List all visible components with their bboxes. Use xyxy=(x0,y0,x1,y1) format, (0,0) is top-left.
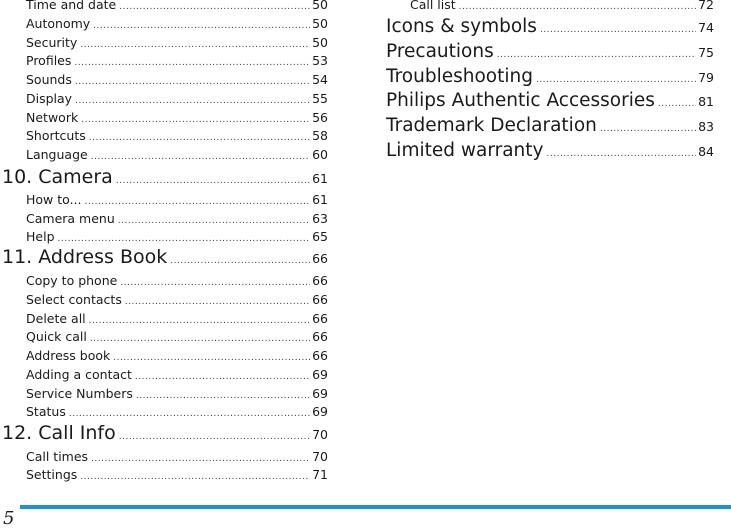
toc-entry[interactable] xyxy=(0,273,328,288)
toc-entry[interactable] xyxy=(0,348,328,363)
leader-dots xyxy=(170,257,310,266)
leader-dots xyxy=(135,373,310,382)
entry-title: Call times xyxy=(26,449,89,464)
leader-dots xyxy=(89,317,310,326)
entry-page: 72 xyxy=(698,0,714,12)
entry-title: Copy to phone xyxy=(26,273,118,288)
chapter-page: 84 xyxy=(698,144,714,159)
leader-dots xyxy=(89,134,310,143)
chapter-page: 66 xyxy=(312,251,328,266)
toc-entry[interactable] xyxy=(0,467,328,482)
toc-chapter[interactable] xyxy=(384,140,714,161)
entry-title: Display xyxy=(26,91,73,106)
entry-title: Camera menu xyxy=(26,211,115,226)
toc-entry[interactable] xyxy=(0,229,328,244)
leader-dots xyxy=(93,22,310,31)
entry-page: 61 xyxy=(312,192,328,207)
toc-entry[interactable] xyxy=(0,367,328,382)
leader-dots xyxy=(116,177,310,186)
leader-dots xyxy=(497,51,696,60)
toc-entry[interactable] xyxy=(0,292,328,307)
entry-title: Address book xyxy=(26,348,111,363)
entry-page: 50 xyxy=(312,16,328,31)
toc-entry[interactable] xyxy=(0,386,328,401)
leader-dots xyxy=(119,433,310,442)
toc-entry[interactable] xyxy=(0,72,328,87)
page-number: 5 xyxy=(3,508,15,529)
entry-title: Profiles xyxy=(26,53,72,68)
entry-page: 53 xyxy=(312,53,328,68)
leader-dots xyxy=(125,298,310,307)
chapter-title: Icons & symbols xyxy=(386,16,537,37)
leader-dots xyxy=(75,97,310,106)
toc-chapter[interactable] xyxy=(0,166,328,188)
leader-dots xyxy=(69,410,310,419)
leader-dots xyxy=(91,153,310,162)
toc-chapter[interactable] xyxy=(384,115,714,136)
entry-page: 66 xyxy=(312,292,328,307)
leader-dots xyxy=(600,125,696,134)
entry-title: Select contacts xyxy=(26,292,122,307)
chapter-title: 11. Address Book xyxy=(2,246,168,268)
toc-entry[interactable] xyxy=(0,449,328,464)
leader-dots xyxy=(113,354,310,363)
leader-dots xyxy=(118,217,310,226)
entry-title: Settings xyxy=(26,467,78,482)
toc-entry[interactable] xyxy=(0,147,328,162)
entry-title: Adding a contact xyxy=(26,367,132,382)
entry-page: 50 xyxy=(312,35,328,50)
leader-dots xyxy=(91,455,310,464)
entry-page: 65 xyxy=(312,229,328,244)
chapter-title: Limited warranty xyxy=(386,140,544,161)
entry-page: 69 xyxy=(312,367,328,382)
toc-entry[interactable] xyxy=(0,91,328,106)
leader-dots xyxy=(119,3,310,12)
chapter-page: 70 xyxy=(312,427,328,442)
chapter-page: 74 xyxy=(698,20,714,35)
entry-title: Autonomy xyxy=(26,16,91,31)
leader-dots xyxy=(80,41,310,50)
leader-dots xyxy=(58,235,311,244)
leader-dots xyxy=(90,335,310,344)
toc-entry[interactable] xyxy=(0,16,328,31)
chapter-title: Troubleshooting xyxy=(386,66,533,87)
entry-title: Call list xyxy=(410,0,456,12)
chapter-page: 75 xyxy=(698,45,714,60)
leader-dots xyxy=(120,279,310,288)
entry-title: Time and date xyxy=(26,0,117,12)
toc-entry[interactable] xyxy=(0,0,328,12)
entry-page: 66 xyxy=(312,348,328,363)
toc-chapter[interactable] xyxy=(0,246,328,268)
leader-dots xyxy=(536,76,696,85)
entry-title: Language xyxy=(26,147,88,162)
entry-page: 60 xyxy=(312,147,328,162)
entry-title: Shortcuts xyxy=(26,128,86,143)
toc-entry[interactable] xyxy=(0,110,328,125)
entry-page: 69 xyxy=(312,386,328,401)
entry-title: Status xyxy=(26,404,66,419)
chapter-title: 10. Camera xyxy=(2,166,113,188)
chapter-page: 81 xyxy=(698,94,714,109)
toc-chapter[interactable] xyxy=(384,66,714,87)
entry-title: Sounds xyxy=(26,72,72,87)
entry-title: Quick call xyxy=(26,329,87,344)
toc-entry[interactable] xyxy=(0,192,328,207)
toc-chapter[interactable] xyxy=(384,16,714,37)
entry-page: 50 xyxy=(312,0,328,12)
leader-dots xyxy=(80,473,310,482)
toc-entry[interactable] xyxy=(0,329,328,344)
chapter-page: 61 xyxy=(312,171,328,186)
toc-entry[interactable] xyxy=(0,128,328,143)
entry-title: Security xyxy=(26,35,78,50)
chapter-page: 79 xyxy=(698,70,714,85)
entry-title: Service Numbers xyxy=(26,386,133,401)
entry-page: 66 xyxy=(312,273,328,288)
footer-bar xyxy=(20,505,731,509)
entry-page: 71 xyxy=(312,467,328,482)
entry-page: 66 xyxy=(312,329,328,344)
entry-page: 70 xyxy=(312,449,328,464)
leader-dots xyxy=(81,116,310,125)
entry-page: 63 xyxy=(312,211,328,226)
leader-dots xyxy=(75,78,310,87)
entry-page: 69 xyxy=(312,404,328,419)
entry-page: 55 xyxy=(312,91,328,106)
leader-dots xyxy=(547,150,697,159)
entry-page: 56 xyxy=(312,110,328,125)
chapter-page: 83 xyxy=(698,119,714,134)
toc-entry[interactable] xyxy=(0,53,328,68)
toc-entry[interactable] xyxy=(0,35,328,50)
entry-page: 54 xyxy=(312,72,328,87)
entry-page: 58 xyxy=(312,128,328,143)
toc-entry[interactable] xyxy=(384,0,714,12)
chapter-title: Trademark Declaration xyxy=(386,115,597,136)
leader-dots xyxy=(74,59,310,68)
entry-title: Delete all xyxy=(26,311,86,326)
toc-chapter[interactable] xyxy=(0,422,328,444)
leader-dots xyxy=(85,198,311,207)
chapter-title: Philips Authentic Accessories xyxy=(386,90,655,111)
chapter-title: Precautions xyxy=(386,41,494,62)
chapter-title: 12. Call Info xyxy=(2,422,116,444)
toc-entry[interactable] xyxy=(0,211,328,226)
leader-dots xyxy=(459,3,696,12)
leader-dots xyxy=(136,392,310,401)
entry-title: How to... xyxy=(26,192,82,207)
toc-chapter[interactable] xyxy=(384,90,714,111)
toc-entry[interactable] xyxy=(0,311,328,326)
leader-dots xyxy=(540,26,696,35)
leader-dots xyxy=(658,100,696,109)
toc-chapter[interactable] xyxy=(384,41,714,62)
entry-page: 66 xyxy=(312,311,328,326)
toc-entry[interactable] xyxy=(0,404,328,419)
entry-title: Network xyxy=(26,110,79,125)
entry-title: Help xyxy=(26,229,55,244)
